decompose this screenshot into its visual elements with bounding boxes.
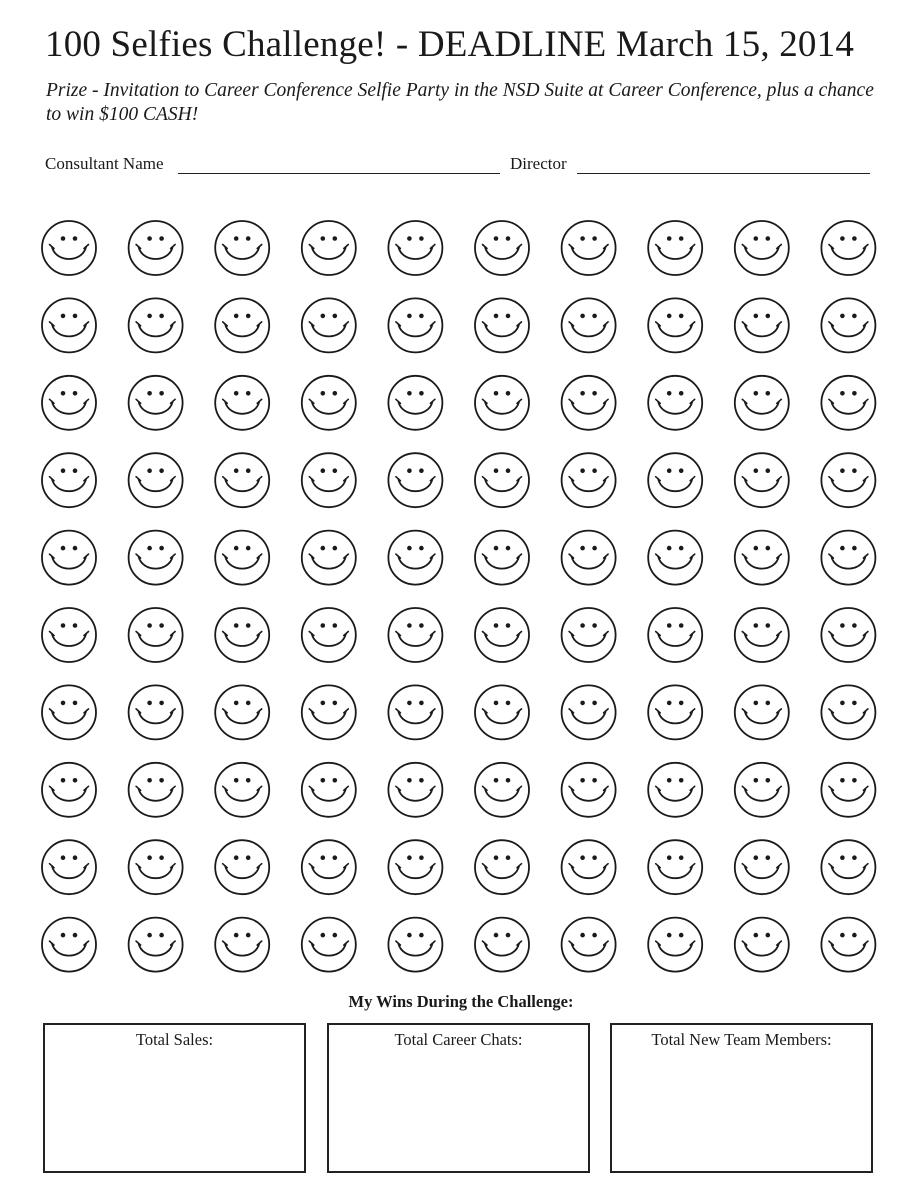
smiley-face-icon[interactable] xyxy=(648,763,702,817)
smiley-face-icon[interactable] xyxy=(215,453,269,507)
smiley-face-icon[interactable] xyxy=(42,918,96,972)
smiley-face-icon[interactable] xyxy=(302,918,356,972)
smiley-face-icon[interactable] xyxy=(129,531,183,585)
smiley-face-icon[interactable] xyxy=(302,453,356,507)
smiley-face-icon[interactable] xyxy=(821,221,875,275)
smiley-face-icon[interactable] xyxy=(562,840,616,894)
smiley-face-icon[interactable] xyxy=(562,763,616,817)
smiley-face-icon[interactable] xyxy=(302,685,356,739)
prize-description: Prize - Invitation to Career Conference Selfie Party in the NSD Suite at Career Conference, plus a chance to win $100 CASH! xyxy=(46,80,874,125)
total-sales-box[interactable] xyxy=(43,1023,306,1173)
smiley-face-icon[interactable] xyxy=(562,453,616,507)
total-new-team-members-box[interactable] xyxy=(610,1023,873,1173)
smiley-face-icon[interactable] xyxy=(42,531,96,585)
smiley-face-icon[interactable] xyxy=(562,685,616,739)
smiley-face-icon[interactable] xyxy=(562,531,616,585)
smiley-face-icon[interactable] xyxy=(302,531,356,585)
smiley-face-icon[interactable] xyxy=(821,453,875,507)
smiley-face-icon[interactable] xyxy=(215,221,269,275)
smiley-face-icon[interactable] xyxy=(302,376,356,430)
smiley-face-icon[interactable] xyxy=(42,685,96,739)
smiley-face-icon[interactable] xyxy=(735,685,789,739)
page-title: 100 Selfies Challenge! - DEADLINE March 15, 2014 xyxy=(45,24,855,65)
smiley-face-icon[interactable] xyxy=(215,840,269,894)
smiley-face-icon[interactable] xyxy=(129,453,183,507)
smiley-face-icon[interactable] xyxy=(562,608,616,662)
smiley-face-icon[interactable] xyxy=(388,763,442,817)
smiley-face-icon[interactable] xyxy=(388,531,442,585)
smiley-face-icon[interactable] xyxy=(475,763,529,817)
director-label: Director xyxy=(510,154,567,173)
smiley-face-icon[interactable] xyxy=(562,298,616,352)
consultant-name-label: Consultant Name xyxy=(45,154,164,173)
smiley-face-icon[interactable] xyxy=(562,221,616,275)
smiley-face-icon[interactable] xyxy=(215,918,269,972)
smiley-face-icon[interactable] xyxy=(129,298,183,352)
smiley-face-icon[interactable] xyxy=(42,298,96,352)
smiley-face-icon[interactable] xyxy=(648,840,702,894)
smiley-face-icon[interactable] xyxy=(302,298,356,352)
smiley-face-icon[interactable] xyxy=(215,763,269,817)
smiley-face-icon[interactable] xyxy=(821,918,875,972)
smiley-face-icon[interactable] xyxy=(129,376,183,430)
smiley-face-icon[interactable] xyxy=(388,840,442,894)
smiley-face-icon[interactable] xyxy=(42,221,96,275)
smiley-face-icon[interactable] xyxy=(821,376,875,430)
smiley-face-icon[interactable] xyxy=(648,221,702,275)
smiley-face-icon[interactable] xyxy=(735,608,789,662)
total-new-team-members-label: Total New Team Members: xyxy=(651,1030,832,1049)
smiley-face-icon[interactable] xyxy=(215,376,269,430)
smiley-face-icon[interactable] xyxy=(388,685,442,739)
smiley-face-icon[interactable] xyxy=(42,608,96,662)
smiley-face-icon[interactable] xyxy=(475,298,529,352)
smiley-face-icon[interactable] xyxy=(42,453,96,507)
smiley-face-icon[interactable] xyxy=(648,918,702,972)
smiley-face-icon[interactable] xyxy=(648,531,702,585)
smiley-face-icon[interactable] xyxy=(735,918,789,972)
smiley-face-icon[interactable] xyxy=(388,608,442,662)
smiley-face-icon[interactable] xyxy=(215,298,269,352)
smiley-face-icon[interactable] xyxy=(129,221,183,275)
total-career-chats-label: Total Career Chats: xyxy=(394,1030,523,1049)
smiley-face-icon[interactable] xyxy=(475,608,529,662)
smiley-face-icon[interactable] xyxy=(735,453,789,507)
smiley-face-icon[interactable] xyxy=(735,221,789,275)
smiley-face-icon[interactable] xyxy=(129,685,183,739)
smiley-face-icon[interactable] xyxy=(388,221,442,275)
smiley-face-icon[interactable] xyxy=(302,840,356,894)
smiley-face-icon[interactable] xyxy=(215,531,269,585)
smiley-face-icon[interactable] xyxy=(42,763,96,817)
smiley-face-icon[interactable] xyxy=(475,685,529,739)
smiley-face-icon[interactable] xyxy=(129,763,183,817)
smiley-face-icon[interactable] xyxy=(735,763,789,817)
smiley-face-icon[interactable] xyxy=(302,221,356,275)
smiley-face-icon[interactable] xyxy=(735,531,789,585)
smiley-face-icon[interactable] xyxy=(735,840,789,894)
smiley-face-icon[interactable] xyxy=(475,531,529,585)
smiley-face-icon[interactable] xyxy=(648,608,702,662)
smiley-face-icon[interactable] xyxy=(475,376,529,430)
smiley-face-icon[interactable] xyxy=(821,685,875,739)
smiley-face-icon[interactable] xyxy=(648,376,702,430)
smiley-face-icon[interactable] xyxy=(42,840,96,894)
smiley-face-icon[interactable] xyxy=(388,453,442,507)
smiley-face-icon[interactable] xyxy=(388,376,442,430)
smiley-face-icon[interactable] xyxy=(821,298,875,352)
smiley-face-icon[interactable] xyxy=(648,685,702,739)
smiley-face-icon[interactable] xyxy=(475,840,529,894)
smiley-face-icon[interactable] xyxy=(648,453,702,507)
smiley-face-icon[interactable] xyxy=(648,298,702,352)
smiley-face-icon[interactable] xyxy=(475,453,529,507)
smiley-face-icon[interactable] xyxy=(475,918,529,972)
smiley-face-icon[interactable] xyxy=(129,840,183,894)
smiley-face-icon[interactable] xyxy=(821,608,875,662)
smiley-face-icon[interactable] xyxy=(821,840,875,894)
smiley-face-icon[interactable] xyxy=(129,608,183,662)
smiley-face-icon[interactable] xyxy=(388,298,442,352)
smiley-face-icon[interactable] xyxy=(475,221,529,275)
smiley-face-icon[interactable] xyxy=(129,918,183,972)
smiley-face-icon[interactable] xyxy=(562,918,616,972)
smiley-face-icon[interactable] xyxy=(302,763,356,817)
smiley-face-icon[interactable] xyxy=(562,376,616,430)
total-career-chats-box[interactable] xyxy=(327,1023,590,1173)
smiley-face-icon[interactable] xyxy=(821,763,875,817)
smiley-face-icon[interactable] xyxy=(388,918,442,972)
smiley-face-icon[interactable] xyxy=(302,608,356,662)
wins-heading: My Wins During the Challenge: xyxy=(348,992,574,1011)
smiley-face-icon[interactable] xyxy=(215,608,269,662)
smiley-face-icon[interactable] xyxy=(215,685,269,739)
total-sales-label: Total Sales: xyxy=(135,1030,214,1049)
smiley-face-icon[interactable] xyxy=(735,376,789,430)
smiley-face-icon[interactable] xyxy=(42,376,96,430)
smiley-face-icon[interactable] xyxy=(821,531,875,585)
smiley-face-icon[interactable] xyxy=(735,298,789,352)
